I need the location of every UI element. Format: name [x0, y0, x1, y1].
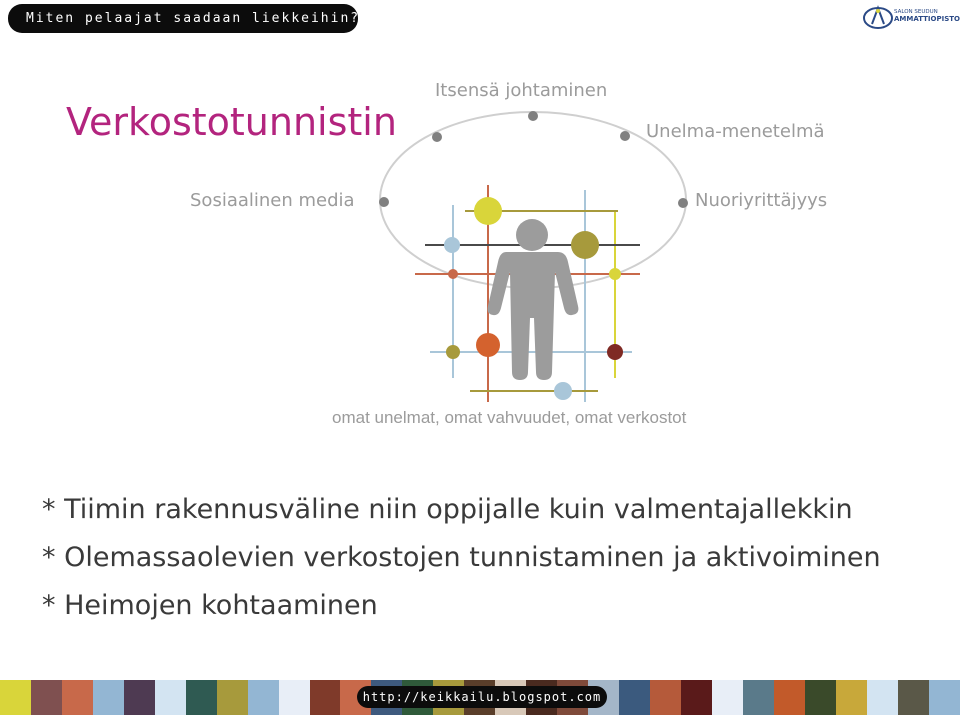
color-stripe	[898, 680, 929, 715]
color-stripe	[124, 680, 155, 715]
orbit-dot	[620, 131, 630, 141]
orbit-dot	[379, 197, 389, 207]
title-text: Miten pelaajat saadaan liekkeihin?	[26, 11, 361, 26]
color-stripe	[836, 680, 867, 715]
network-dot	[609, 268, 621, 280]
bullet-item: * Olemassaolevien verkostojen tunnistaminen ja aktivoiminen	[42, 542, 881, 573]
orbit-dot	[528, 111, 538, 121]
color-stripe	[681, 680, 712, 715]
color-stripe	[248, 680, 279, 715]
color-stripe	[155, 680, 186, 715]
color-stripe	[310, 680, 341, 715]
color-stripe	[867, 680, 898, 715]
network-dot	[571, 231, 599, 259]
color-stripe	[0, 680, 31, 715]
color-stripe	[619, 680, 650, 715]
bullet-list	[42, 486, 881, 630]
color-stripe	[929, 680, 960, 715]
color-stripe	[186, 680, 217, 715]
color-stripe	[805, 680, 836, 715]
color-stripe	[743, 680, 774, 715]
color-stripe	[650, 680, 681, 715]
logo-text: SALON SEUDUN AMMATTIOPISTO	[894, 9, 960, 23]
network-dot	[446, 345, 460, 359]
color-stripe	[93, 680, 124, 715]
network-dot	[607, 344, 623, 360]
label-itsensa-johtaminen: Itsensä johtaminen	[435, 80, 608, 101]
color-stripe	[774, 680, 805, 715]
network-dot	[444, 237, 460, 253]
label-unelma-menetelma: Unelma-menetelmä	[646, 121, 825, 142]
orbit-dot	[678, 198, 688, 208]
color-stripe	[217, 680, 248, 715]
label-nuoriyrittajyys: Nuoriyrittäjyys	[695, 190, 828, 211]
network-dot	[554, 382, 572, 400]
bullet-item: * Heimojen kohtaaminen	[42, 590, 378, 621]
color-stripe	[712, 680, 743, 715]
orbit-dot	[432, 132, 442, 142]
label-sosiaalinen-media: Sosiaalinen media	[190, 190, 355, 211]
network-dot	[476, 333, 500, 357]
bullet-item: * Tiimin rakennusväline niin oppijalle kuin valmentajallekkin	[42, 494, 853, 525]
diagram-title: Verkostotunnistin	[66, 100, 397, 144]
network-dot	[474, 197, 502, 225]
color-stripe	[31, 680, 62, 715]
color-stripe	[62, 680, 93, 715]
person-icon	[488, 219, 579, 380]
network-dot	[448, 269, 458, 279]
color-stripe	[279, 680, 310, 715]
diagram-caption: omat unelmat, omat vahvuudet, omat verkostot	[332, 408, 687, 427]
footer-url[interactable]: http://keikkailu.blogspot.com	[357, 686, 607, 708]
